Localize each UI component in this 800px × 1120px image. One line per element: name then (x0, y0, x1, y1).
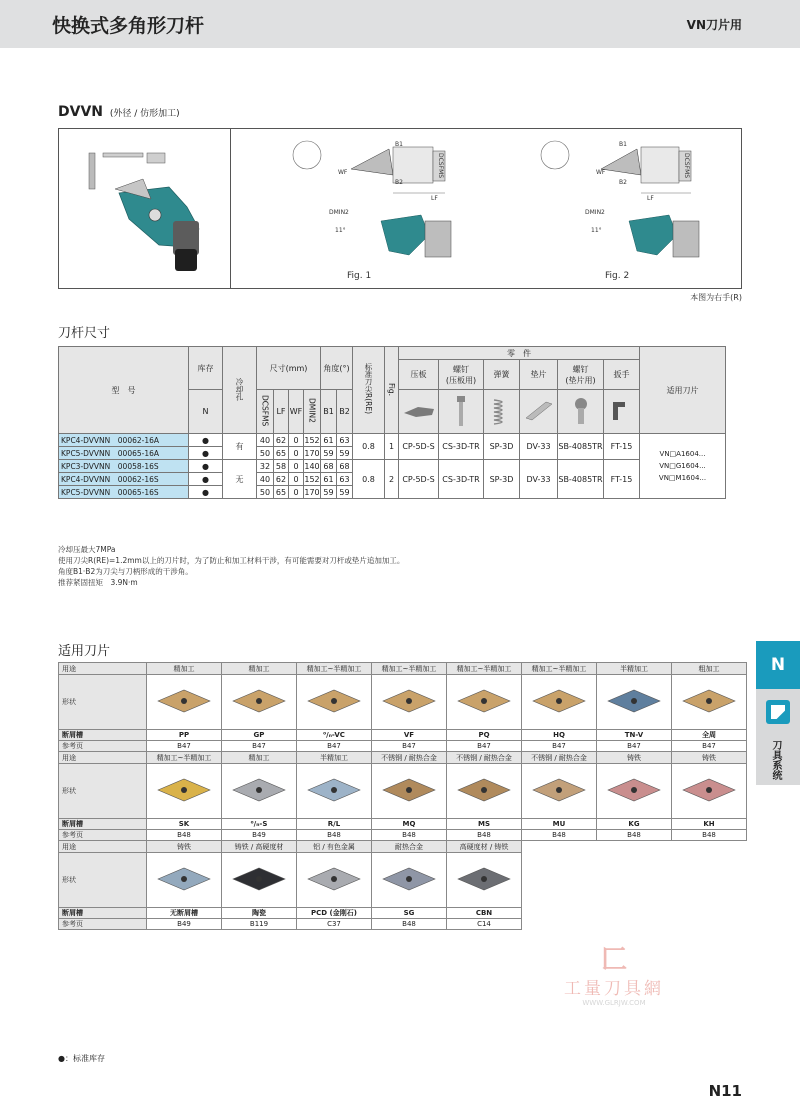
insert-groove-cell: MU (522, 819, 597, 830)
insert-ref-row (59, 830, 747, 841)
col-b1: B1 (323, 407, 334, 416)
insert-row-label: 用途 (59, 841, 147, 853)
insert-shape-cell (447, 675, 522, 730)
insert-row-label: 断屑槽 (59, 908, 147, 919)
model-title (58, 104, 180, 120)
holder-diagram (58, 128, 742, 289)
fig1-drawing (269, 135, 489, 285)
chapter-tab[interactable]: N (756, 641, 800, 689)
dim-b1-fig1: B1 (395, 141, 403, 148)
page-number: N11 (708, 1082, 742, 1100)
dim-dmin2-fig1: DMIN2 (329, 209, 349, 216)
insert-groove-cell: 全周 (672, 730, 747, 741)
insert-row-label: 断屑槽 (59, 730, 147, 741)
insert-row-label: 参考页 (59, 830, 147, 841)
insert-groove-cell: PQ (447, 730, 522, 741)
watermark (524, 946, 704, 1007)
holder-row: KPC4-DVVNN 00062-16A ● 有 40 62 0 152 61 63 0.8 1 CP-5D-S CS-3D-TR SP-3D DV-33 SB-4085TR FT-15 VN□A1604... VN□G1604... VN□M1604... (59, 434, 726, 447)
insert-usage-cell: 精加工~半精加工 (372, 663, 447, 675)
empty-cell (522, 908, 597, 919)
holder-row: KPC4-DVVNN 00062-16S ● 40 62 0 152 61 63 (59, 473, 726, 486)
insert-groove-cell: HQ (522, 730, 597, 741)
holder-notes (58, 544, 404, 588)
model-code: DVVN (58, 104, 104, 120)
insert-ref-cell: B47 (297, 741, 372, 752)
insert-groove-cell: CBN (447, 908, 522, 919)
insert-ref-cell: B48 (372, 830, 447, 841)
insert-shape-cell (597, 764, 672, 819)
insert-usage-row (59, 841, 747, 853)
insert-table (58, 662, 747, 930)
insert-usage-cell: 铸铁 (147, 841, 222, 853)
insert-shape-cell (447, 853, 522, 908)
insert-shape-icon (304, 864, 364, 894)
col-dmin2: DMIN2 (307, 398, 317, 423)
col-wf: WF (289, 407, 303, 416)
insert-groove-cell: GP (222, 730, 297, 741)
dim-dmin2-fig2: DMIN2 (585, 209, 605, 216)
dim-angle-fig1: 11° (335, 227, 346, 234)
empty-cell (522, 841, 597, 853)
insert-shape-icon (229, 864, 289, 894)
insert-ref-cell: B48 (672, 830, 747, 841)
col-wrench: 扳手 (604, 360, 640, 390)
empty-cell (597, 853, 672, 908)
col-stock-n: N (189, 390, 223, 434)
insert-section-title: 适用刀片 (58, 644, 111, 659)
insert-usage-cell: 铸铁 (597, 752, 672, 764)
insert-shape-icon (454, 864, 514, 894)
insert-ref-cell: B47 (447, 741, 522, 752)
insert-row-label: 用途 (59, 663, 147, 675)
insert-groove-cell: SG (372, 908, 447, 919)
note-radius: 使用刀尖R(RE)=1.2mm以上的刀片时，为了防止和加工材料干涉，有可能需要对刀杆或垫片追加加工。 (58, 556, 405, 565)
dim-dcsfms-fig1: DCSFMS (437, 153, 444, 179)
insert-usage-cell: 粗加工 (672, 663, 747, 675)
empty-cell (597, 841, 672, 853)
empty-cell (672, 908, 747, 919)
insert-shape-cell (147, 675, 222, 730)
insert-shape-cell (297, 675, 372, 730)
col-re: 标准刀尖R(RE) (364, 363, 373, 415)
screw-shim-image (558, 390, 604, 434)
holder-row: KPC3-DVVNN 00058-16S ● 无 32 58 0 140 68 68 0.8 2 CP-5D-S CS-3D-TR SP-3D DV-33 SB-4085TR FT-15 (59, 460, 726, 473)
empty-cell (597, 908, 672, 919)
shim-image (520, 390, 558, 434)
insert-shape-icon (304, 686, 364, 716)
empty-cell (672, 841, 747, 853)
dim-lf-fig1: LF (431, 195, 438, 202)
insert-ref-cell: B47 (222, 741, 297, 752)
insert-groove-cell: ⁰/ₙ-S (222, 819, 297, 830)
insert-shape-cell (447, 764, 522, 819)
insert-shape-cell (672, 675, 747, 730)
holder-illustration (59, 129, 230, 289)
insert-shape-icon (229, 686, 289, 716)
col-dims: 尺寸(mm) (257, 347, 321, 390)
insert-groove-cell: MS (447, 819, 522, 830)
insert-shape-cell (297, 853, 372, 908)
chapter-label: 刀具系统 (770, 740, 781, 780)
insert-groove-cell: R/L (297, 819, 372, 830)
dim-lf-fig2: LF (647, 195, 654, 202)
col-model: 型 号 (59, 347, 189, 434)
insert-shape-icon (379, 686, 439, 716)
insert-ref-cell: B119 (222, 919, 297, 930)
insert-usage-cell: 半精加工 (297, 752, 372, 764)
insert-groove-row (59, 819, 747, 830)
dim-wf-fig2: WF (596, 169, 606, 176)
insert-shape-cell (372, 764, 447, 819)
insert-ref-cell: B47 (522, 741, 597, 752)
insert-shape-cell (522, 764, 597, 819)
insert-usage-cell: 精加工~半精加工 (147, 752, 222, 764)
insert-ref-cell: B47 (597, 741, 672, 752)
screw-clamp-image (439, 390, 484, 434)
tool-system-icon (766, 700, 790, 724)
insert-shape-cell (222, 853, 297, 908)
model-subtitle: (外径 / 仿形加工) (109, 109, 180, 119)
insert-shape-icon (529, 775, 589, 805)
insert-shape-icon (454, 775, 514, 805)
insert-groove-cell: VF (372, 730, 447, 741)
insert-groove-cell: KH (672, 819, 747, 830)
insert-shape-row (59, 675, 747, 730)
fig1-label: Fig. 1 (347, 271, 372, 281)
insert-row-label: 用途 (59, 752, 147, 764)
insert-ref-row (59, 741, 747, 752)
page-title: 快换式多角形刀杆 (52, 15, 205, 37)
insert-groove-row (59, 730, 747, 741)
insert-usage-cell: 精加工 (222, 663, 297, 675)
note-angle: 角度B1·B2为刀尖与刀柄形成的干涉角。 (58, 567, 193, 576)
insert-ref-cell: B49 (147, 919, 222, 930)
empty-cell (672, 853, 747, 908)
insert-groove-row (59, 908, 747, 919)
insert-usage-cell: 铸铁 / 高硬度材 (222, 841, 297, 853)
dim-b1-fig2: B1 (619, 141, 627, 148)
insert-usage-cell: 半精加工 (597, 663, 672, 675)
insert-ref-cell: B48 (147, 830, 222, 841)
insert-usage-cell: 不锈钢 / 耐热合金 (522, 752, 597, 764)
insert-usage-cell: 铝 / 有色金属 (297, 841, 372, 853)
insert-shape-icon (154, 775, 214, 805)
col-parts: 零 件 (399, 347, 640, 360)
holder-section-title: 刀杆尺寸 (58, 326, 111, 341)
note-coolant: 冷却压最大7MPa (58, 545, 116, 554)
insert-ref-cell: B48 (297, 830, 372, 841)
insert-shape-icon (604, 686, 664, 716)
col-applicable: 适用刀片 (640, 347, 726, 434)
insert-shape-row (59, 764, 747, 819)
insert-usage-row (59, 752, 747, 764)
empty-cell (672, 919, 747, 930)
insert-ref-cell: B48 (372, 919, 447, 930)
col-screw-shim: 螺钉 (垫片用) (558, 360, 604, 390)
insert-usage-cell: 精加工~半精加工 (447, 663, 522, 675)
holder-row: KPC5-DVVNN 00065-16A ● 50 65 0 170 59 59 (59, 447, 726, 460)
col-coolant: 冷却孔 (235, 377, 244, 401)
dim-dcsfms-fig2: DCSFMS (683, 153, 690, 179)
col-clamp: 压板 (399, 360, 439, 390)
insert-usage-cell: 精加工~半精加工 (297, 663, 372, 675)
fig2-label: Fig. 2 (605, 271, 630, 281)
insert-groove-cell: TN-V (597, 730, 672, 741)
insert-ref-cell: B49 (222, 830, 297, 841)
insert-groove-cell: KG (597, 819, 672, 830)
insert-shape-icon (604, 775, 664, 805)
dim-b2-fig1: B2 (395, 179, 403, 186)
insert-groove-cell: 无断屑槽 (147, 908, 222, 919)
insert-shape-cell (672, 764, 747, 819)
insert-shape-icon (154, 864, 214, 894)
insert-usage-cell: 不锈钢 / 耐热合金 (372, 752, 447, 764)
col-shim: 垫片 (520, 360, 558, 390)
insert-shape-cell (522, 675, 597, 730)
insert-shape-cell (222, 675, 297, 730)
insert-shape-cell (372, 853, 447, 908)
clamp-image (399, 390, 439, 434)
col-lf: LF (276, 407, 286, 416)
insert-usage-cell: 耐热合金 (372, 841, 447, 853)
insert-shape-row (59, 853, 747, 908)
insert-groove-cell: SK (147, 819, 222, 830)
empty-cell (522, 853, 597, 908)
insert-groove-cell: PCD (金刚石) (297, 908, 372, 919)
insert-usage-row (59, 663, 747, 675)
insert-type-tag: VN刀片用 (686, 18, 742, 32)
col-fig: Fig. (387, 382, 396, 396)
spring-image (484, 390, 520, 434)
insert-row-label: 断屑槽 (59, 819, 147, 830)
insert-usage-cell: 铸铁 (672, 752, 747, 764)
insert-shape-icon (304, 775, 364, 805)
insert-row-label: 参考页 (59, 919, 147, 930)
insert-ref-cell: B48 (447, 830, 522, 841)
note-torque: 推荐紧固扭矩 3.9N·m (58, 578, 138, 587)
insert-ref-cell: B48 (522, 830, 597, 841)
insert-shape-icon (679, 686, 739, 716)
col-b2: B2 (339, 407, 350, 416)
diagram-divider (230, 129, 231, 288)
insert-groove-cell: PP (147, 730, 222, 741)
col-angle: 角度(°) (321, 347, 353, 390)
insert-shape-icon (379, 864, 439, 894)
insert-shape-icon (529, 686, 589, 716)
col-screw-clamp: 螺钉 (压板用) (439, 360, 484, 390)
insert-ref-cell: B47 (372, 741, 447, 752)
insert-usage-cell: 精加工 (147, 663, 222, 675)
insert-ref-cell: C37 (297, 919, 372, 930)
right-hand-note: 本图为右手(R) (690, 293, 742, 302)
insert-shape-icon (154, 686, 214, 716)
insert-shape-cell (222, 764, 297, 819)
empty-cell (597, 919, 672, 930)
insert-ref-row (59, 919, 747, 930)
insert-shape-cell (597, 675, 672, 730)
col-dcsfms: DCSFMS (260, 394, 270, 427)
stock-legend: ●：标准库存 (58, 1054, 105, 1063)
col-stock: 库存 (189, 347, 223, 390)
insert-ref-cell: C14 (447, 919, 522, 930)
insert-groove-cell: MQ (372, 819, 447, 830)
watermark-logo: 匚 (600, 945, 627, 975)
insert-shape-icon (229, 775, 289, 805)
insert-shape-icon (454, 686, 514, 716)
insert-row-label: 参考页 (59, 741, 147, 752)
insert-ref-cell: B48 (597, 830, 672, 841)
dim-angle-fig2: 11° (591, 227, 602, 234)
holder-row: KPC5-DVVNN 00065-16S ● 50 65 0 170 59 59 (59, 486, 726, 499)
insert-shape-icon (679, 775, 739, 805)
insert-row-label: 形状 (59, 764, 147, 819)
insert-usage-cell: 不锈钢 / 耐热合金 (447, 752, 522, 764)
col-spring: 弹簧 (484, 360, 520, 390)
fig2-drawing (529, 135, 749, 285)
empty-cell (522, 919, 597, 930)
wrench-image (604, 390, 640, 434)
insert-usage-cell: 精加工~半精加工 (522, 663, 597, 675)
header-bar (0, 0, 800, 48)
insert-row-label: 形状 (59, 675, 147, 730)
insert-shape-icon (379, 775, 439, 805)
insert-groove-cell: ⁰/ₙ-VC (297, 730, 372, 741)
watermark-url: WWW.GLRJW.COM (582, 999, 646, 1007)
dim-wf-fig1: WF (338, 169, 348, 176)
insert-usage-cell: 精加工 (222, 752, 297, 764)
insert-shape-cell (297, 764, 372, 819)
insert-ref-cell: B47 (672, 741, 747, 752)
insert-usage-cell: 高硬度材 / 铸铁 (447, 841, 522, 853)
holder-dimension-table (58, 346, 726, 499)
watermark-name: 工量刀具網 (564, 979, 664, 999)
insert-row-label: 形状 (59, 853, 147, 908)
insert-shape-cell (147, 764, 222, 819)
applicable-inserts: VN□A1604... VN□G1604... VN□M1604... (640, 434, 726, 499)
insert-shape-cell (147, 853, 222, 908)
insert-ref-cell: B47 (147, 741, 222, 752)
insert-shape-cell (372, 675, 447, 730)
dim-b2-fig2: B2 (619, 179, 627, 186)
insert-groove-cell: 陶瓷 (222, 908, 297, 919)
